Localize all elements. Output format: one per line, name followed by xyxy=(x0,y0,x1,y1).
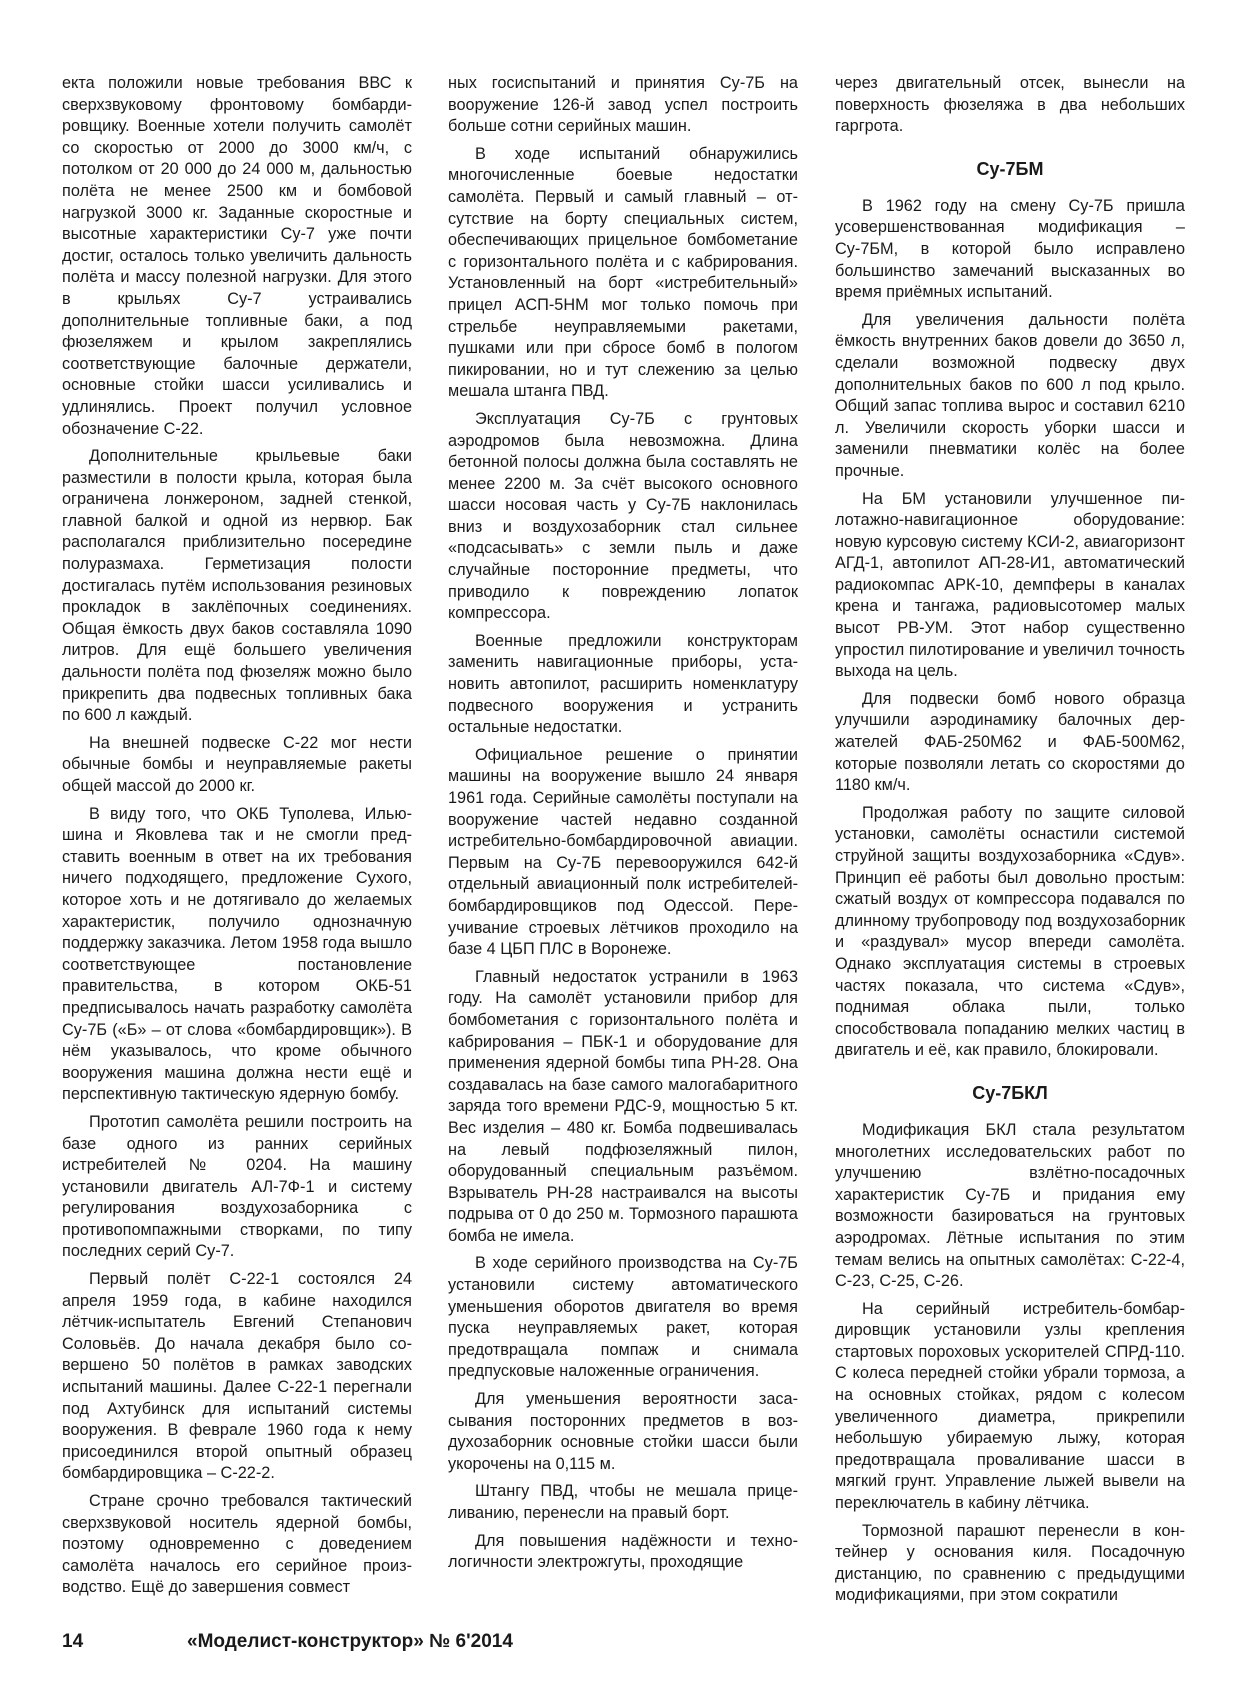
paragraph: Продолжая работу по защите силовой установки, самолёты оснастили системой струйной защиты воздухозаборника «Сдув». Принцип её работы был довольно простым: сжатый воздух от компрессора подавался по длинному трубопроводу под воздухозаборник и «раздувал» мусор впереди самолёта. Однако эксплуатация системы в строевых частях показала, что система «Сдув», поднимая облака пыли, только способствовала попаданию мелких частиц в двигатель и её, как правило, блокировали. xyxy=(835,803,1185,1060)
paragraph: Стране срочно требовался тактический сверхзвуковой носитель ядерной бомбы, поэтому одновременно с доведением самолёта началось его серийное производство. Ещё до завершения совмест xyxy=(62,1492,412,1597)
text-column-3 xyxy=(835,73,1185,1613)
paragraph: На серийный истребитель-бомбардировщик установили узлы крепления стартовых пороховых ускорителей СПРД-110. С колеса передней стойки убрали тормоза, а на основных стойках, рядом с колесом увеличенного диаметра, прикрепили небольшую убираемую лыжу, которая предотвращала проваливание шасси в мягкий грунт. Управление лыжей вывели на переключатель в кабину лётчика. xyxy=(835,1299,1185,1513)
paragraph: Для повышения надёжности и технологичности электрожгуты, проходящие xyxy=(448,1531,798,1572)
paragraph: екта положили новые требования ВВС к сверхзвуковому фронтовому бомбардировщику. Военные хотели получить самолёт со скоростью от 2000 до 3000 км/ч, с потолком от 20 000 до 24 000 м, дальностью полёта не менее 2500 км и бомбовой нагрузкой 3000 кг. Заданные скоростные и высотные характеристики Су-7 уже почти достиг, осталось только увеличить дальность полёта и массу полезной нагрузки. Для этого в крыльях Су-7 устраивались дополнительные топливные баки, а под фюзеляжем и крылом закреплялись соответствующие балочные держатели, основные стойки шасси усиливались и удлинялись. Проект получил условное обозначение С-22. xyxy=(62,74,412,438)
section-heading-su7bkl: Су-7БКЛ xyxy=(972,1082,1048,1103)
paragraph: На внешней подвеске С-22 мог нести обычные бомбы и неуправляемые ракеты общей массой до 2000 кг. xyxy=(62,733,412,795)
journal-title: «Моделист-конструктор» № 6'2014 xyxy=(187,1631,513,1652)
paragraph: Военные предложили конструкторам заменить навигационные приборы, установить автопилот, расширить номенклатуру подвесного вооружения и устранить остальные недостатки. xyxy=(448,631,798,737)
paragraph: Первый полёт С-22-1 состоялся 24 апреля 1959 года, в кабине находился лётчик-испытатель Евгений Степанович Соловьёв. До начала декабря было совершено 50 полётов в рамках заводских испытаний машины. Далее С-22-1 перегнали под Ахтубинск для испытаний системы вооружения. В феврале 1960 года к нему присоединился второй опытный образец бомбардировщика – С-22-2. xyxy=(62,1270,412,1483)
paragraph: Эксплуатация Су-7Б с грунтовых аэродромов была невозможна. Длина бетонной полосы должна была составлять не менее 2200 м. За счёт высокого основного шасси носовая часть у Су-7Б наклонилась вниз и воздухозаборник стал сильнее «подсасывать» с земли пыль и даже случайные посторонние предметы, что приводило к повреждению лопаток компрессора. xyxy=(448,409,798,623)
paragraph: В ходе серийного производства на Су-7Б установили систему автоматического уменьшения оборотов двигателя во время пуска неуправляемых ракет, которая предотвращала помпаж и снимала предпусковые наложенные ограничения. xyxy=(448,1254,798,1381)
paragraph: В ходе испытаний обнаружились многочисленные боевые недостатки самолёта. Первый и самый главный – отсутствие на борту специальных систем, обеспечивающих прицельное бомбометание с горизонтального полёта и с кабрирования. Установленный на борт «истребительный» прицел АСП-5НМ мог только помочь при стрельбе неуправляемыми ракетами, пушками или при сбросе бомб в пологом пикировании, но и тут слежению за целью мешала штанга ПВД. xyxy=(448,144,798,401)
paragraph: Тормозной парашют перенесли в контейнер у основания киля. Посадочную дистанцию, по сравнению с предыдущими модификациями, при этом сократили xyxy=(835,1521,1185,1605)
paragraph: Для подвески бомб нового образца улучшили аэродинамику балочных держателей ФАБ-250М62 и ФАБ-500М62, которые позволяли летать со скоростями до 1180 км/ч. xyxy=(835,689,1185,795)
paragraph: Главный недостаток устранили в 1963 году. На самолёт установили прибор для бомбометания с горизонтального полёта и кабрирования – ПБК-1 и оборудование для применения ядерной бомбы типа РН-28. Она создавалась на базе самого малогабаритного заряда того времени РДС-9, мощностью 5 кт. Вес изделия – 480 кг. Бомба подвешивалась на левый подфюзеляжный пилон, оборудованный специальным разъёмом. Взрыватель РН-28 настраивался на высоты подрыва от 0 до 250 м. Тормозного парашюта бомба не имела. xyxy=(448,967,798,1245)
text-column-2 xyxy=(448,73,798,1580)
section-heading-su7bm: Су-7БМ xyxy=(976,158,1044,179)
paragraph: На БМ установили улучшенное пилотажно-навигационное оборудование: новую курсовую систему КСИ-2, авиагоризонт АГД-1, автопилот АП-28-И1, автоматический радиокомпас АРК-10, демпферы в каналах крена и тангажа, радиовысотомер малых высот РВ-УМ. Этот набор существенно упростил пилотирование и увеличил точность выхода на цель. xyxy=(835,489,1185,681)
paragraph: Официальное решение о принятии машины на вооружение вышло 24 января 1961 года. Серийные самолёты поступали на вооружение частей недавно созданной истребительно-бомбардировочной авиации. Первым на Су-7Б перевооружился 642-й отдельный авиационный полк истребителей-бомбардировщиков под Одессой. Переучивание строевых лётчиков проходило на базе 4 ЦБП ПЛС в Воронеже. xyxy=(448,745,798,959)
page-number: 14 xyxy=(62,1631,84,1652)
page-footer xyxy=(62,1630,513,1654)
paragraph: Для уменьшения вероятности засасывания посторонних предметов в воздухозаборник основные стойки шасси были укорочены на 0,115 м. xyxy=(448,1390,798,1473)
paragraph: Дополнительные крыльевые баки разместили в полости крыла, которая была ограничена лонжероном, задней стенкой, главной балкой и одной из нервюр. Бак располагался приблизительно посередине полуразмаха. Герметизация полости достигалась путём использования резиновых прокладок в заклёпочных соединениях. Общая ёмкость двух баков составляла 1090 литров. Для ещё большего увеличения дальности полёта под фюзеляж можно было прикрепить два подвесных топливных бака по 600 л каждый. xyxy=(62,447,412,725)
paragraph: Модификация БКЛ стала результатом многолетних исследовательских работ по улучшению взлётно-посадочных характеристик Су-7Б и придания ему возможности базироваться на грунтовых аэродромах. Лётные испытания по этим темам велись на опытных самолётах: С-22-4, С-23, С-25, С-26. xyxy=(835,1120,1185,1291)
text-column-1 xyxy=(62,73,412,1605)
paragraph: В виду того, что ОКБ Туполева, Ильюшина и Яковлева так и не смогли представить военным в ответ на их требования ничего подходящего, предложение Сухого, которое хоть и не дотягивало до желаемых характеристик, получило однозначную поддержку заказчика. Летом 1958 года вышло соответствующее постановление правительства, в котором ОКБ-51 предписывалось начать разработку самолёта Су-7Б («Б» – от слова «бомбардировщик»). В нём указывалось, что кроме обычного вооружения машина должна нести ещё и перспективную тактическую ядерную бомбу. xyxy=(62,804,412,1104)
paragraph: через двигательный отсек, вынесли на поверхность фюзеляжа в два небольших гаргрота. xyxy=(835,74,1185,136)
paragraph: Штангу ПВД, чтобы не мешала прицеливанию, перенесли на правый борт. xyxy=(448,1482,798,1522)
paragraph: В 1962 году на смену Су-7Б пришла усовершенствованная модификация – Су-7БМ, в которой было исправлено большинство замечаний высказанных во время приёмных испытаний. xyxy=(835,196,1185,302)
paragraph: Для увеличения дальности полёта ёмкость внутренних баков довели до 3650 л, сделали возможной подвеску двух дополнительных баков по 600 л под крыло. Общий запас топлива вырос и составил 6210 л. Увеличили скорость уборки шасси и заменили пневматики колёс на более прочные. xyxy=(835,310,1185,480)
paragraph: Прототип самолёта решили построить на базе одного из ранних серийных истребителей № 0204. На машину установили двигатель АЛ-7Ф-1 и систему регулирования воздухозаборника с противопомпажными створками, по типу последних серий Су-7. xyxy=(62,1112,412,1261)
paragraph: ных госиспытаний и принятия Су-7Б на вооружение 126-й завод успел построить больше сотни серийных машин. xyxy=(448,74,798,136)
